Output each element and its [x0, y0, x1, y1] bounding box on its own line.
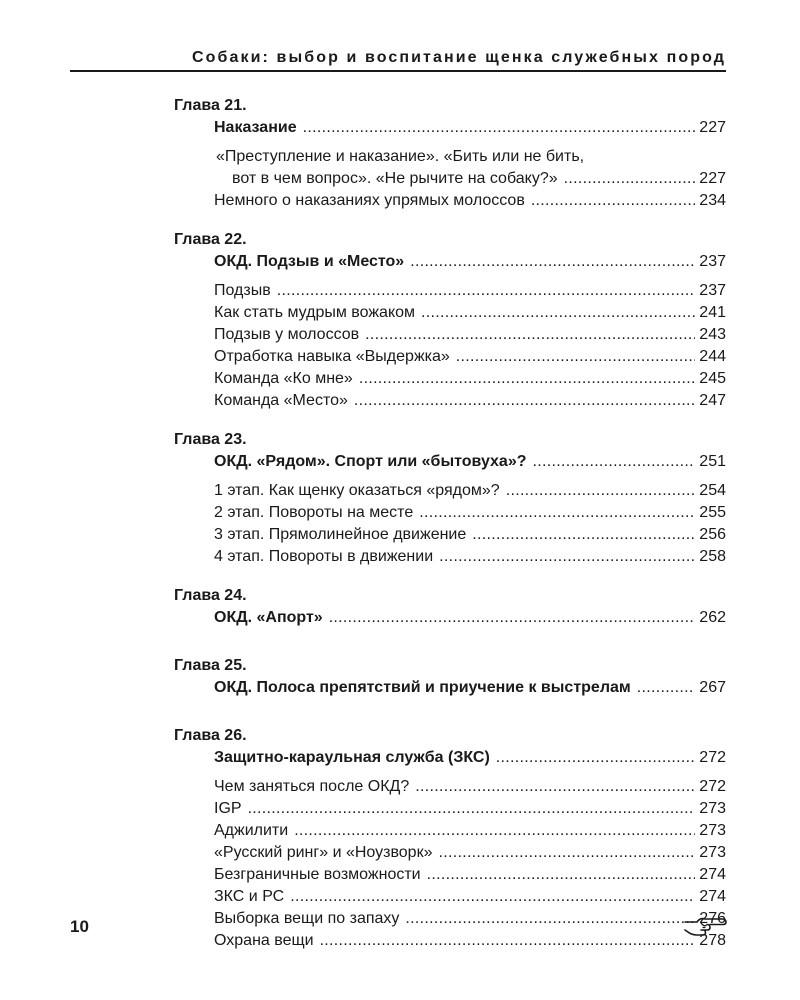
chapter-23: [174, 429, 726, 568]
toc-entry[interactable]: [214, 820, 726, 842]
entry-text: Безграничные возможности: [214, 866, 421, 883]
page-ref: 237: [699, 282, 726, 299]
entry-text: 4 этап. Повороты в движении: [214, 548, 434, 565]
leader-dots: [439, 546, 695, 568]
leader-dots: [415, 776, 695, 798]
toc-entry[interactable]: [214, 908, 726, 930]
chapter-title-entry[interactable]: [214, 747, 726, 769]
chapter-22: [174, 229, 726, 412]
entry-text: Команда «Место»: [214, 392, 348, 409]
page-ref: 258: [699, 548, 726, 565]
leader-dots: [320, 930, 696, 952]
leader-dots: [564, 168, 696, 190]
page-ref: 255: [699, 504, 726, 521]
page-ref: 251: [699, 453, 726, 470]
page-ref: 244: [699, 348, 726, 365]
leader-dots: [472, 524, 695, 546]
leader-dots: [438, 842, 695, 864]
leader-dots: [427, 864, 696, 886]
page-ref: 254: [699, 482, 726, 499]
page-ref: 243: [699, 326, 726, 343]
toc-entry[interactable]: [214, 502, 726, 524]
entry-text: Подзыв: [214, 282, 271, 299]
leader-dots: [290, 886, 695, 908]
chapter-title: ОКД. «Апорт»: [214, 609, 323, 626]
chapter-title: Наказание: [214, 119, 297, 136]
leader-dots: [421, 302, 695, 324]
toc-entry[interactable]: [214, 146, 726, 190]
toc-entry[interactable]: [214, 798, 726, 820]
leader-dots: [456, 346, 696, 368]
chapter-title: ОКД. Подзыв и «Место»: [214, 253, 405, 270]
page-ref: 273: [699, 822, 726, 839]
toc-entry[interactable]: [214, 930, 726, 952]
entry-text: Как стать мудрым вожаком: [214, 304, 416, 321]
entry-text-line-2: вот в чем вопрос». «Не рычите на собаку?»: [232, 170, 558, 187]
leader-dots: [419, 502, 695, 524]
leader-dots: [365, 324, 695, 346]
entry-text: Чем заняться после ОКД?: [214, 778, 410, 795]
entry-text: IGP: [214, 800, 242, 817]
entry-text: Подзыв у молоссов: [214, 326, 360, 343]
chapter-label: Глава 23.: [174, 431, 247, 448]
page-ref: 227: [699, 119, 726, 136]
entry-text: Охрана вещи: [214, 932, 314, 949]
page-ref: 267: [699, 679, 726, 696]
leader-dots: [359, 368, 695, 390]
page-ref: 273: [699, 800, 726, 817]
leader-dots: [531, 190, 695, 212]
page-ref: 245: [699, 370, 726, 387]
page-ref: 247: [699, 392, 726, 409]
toc-entry[interactable]: [214, 776, 726, 798]
toc-entry[interactable]: [214, 324, 726, 346]
chapter-label: Глава 22.: [174, 231, 247, 248]
toc-entry[interactable]: [214, 546, 726, 568]
entry-text-line-1: «Преступление и наказание». «Бить или не бить,: [216, 148, 585, 165]
leader-dots: [277, 280, 696, 302]
table-of-contents: [174, 95, 726, 969]
page-ref: 237: [699, 253, 726, 270]
toc-entry[interactable]: [214, 524, 726, 546]
entry-text: «Русский ринг» и «Ноузворк»: [214, 844, 433, 861]
chapter-26: [174, 725, 726, 952]
entry-text: Отработка навыка «Выдержка»: [214, 348, 450, 365]
running-head: Собаки: выбор и воспитание щенка служебных пород: [191, 49, 726, 66]
page-ref: 278: [699, 932, 726, 949]
toc-entry[interactable]: [214, 480, 726, 502]
toc-entry[interactable]: [214, 842, 726, 864]
leader-dots: [354, 390, 695, 412]
chapter-title-entry[interactable]: [214, 677, 726, 699]
chapter-title: ОКД. «Рядом». Спорт или «бытовуха»?: [214, 453, 527, 470]
page-ref: 234: [699, 192, 726, 209]
entry-text: Команда «Ко мне»: [214, 370, 353, 387]
leader-dots: [405, 908, 695, 930]
chapter-25: [174, 655, 726, 699]
chapter-title-entry[interactable]: [214, 117, 726, 139]
pointing-hand-icon: [683, 913, 727, 937]
leader-dots: [248, 798, 696, 820]
entry-text: ЗКС и РС: [214, 888, 285, 905]
leader-dots: [506, 480, 696, 502]
leader-dots: [294, 820, 695, 842]
toc-entry[interactable]: [214, 886, 726, 908]
chapter-label: Глава 21.: [174, 97, 247, 114]
chapter-title-entry[interactable]: [214, 607, 726, 629]
toc-entry[interactable]: [214, 302, 726, 324]
header-rule: [70, 70, 726, 72]
toc-entry[interactable]: [214, 280, 726, 302]
leader-dots: [496, 747, 696, 769]
page-ref: 276: [699, 910, 726, 927]
leader-dots: [637, 677, 696, 699]
leader-dots: [533, 451, 696, 473]
page-ref: 262: [699, 609, 726, 626]
chapter-label: Глава 25.: [174, 657, 247, 674]
chapter-title-entry[interactable]: [214, 451, 726, 473]
toc-entry[interactable]: [214, 368, 726, 390]
page-ref: 274: [699, 888, 726, 905]
chapter-label: Глава 26.: [174, 727, 247, 744]
toc-entry[interactable]: [214, 190, 726, 212]
toc-entry[interactable]: [214, 346, 726, 368]
toc-entry[interactable]: [214, 390, 726, 412]
chapter-21: [174, 95, 726, 212]
chapter-title-entry[interactable]: [214, 251, 726, 273]
chapter-title: ОКД. Полоса препятствий и приучение к выстрелам: [214, 679, 631, 696]
page-ref: 256: [699, 526, 726, 543]
entry-text: Немного о наказаниях упрямых молоссов: [214, 192, 525, 209]
entry-text: Выборка вещи по запаху: [214, 910, 400, 927]
leader-dots: [303, 117, 696, 139]
entry-text: 1 этап. Как щенку оказаться «рядом»?: [214, 482, 500, 499]
entry-text: 2 этап. Повороты на месте: [214, 504, 414, 521]
page-ref: 227: [699, 170, 726, 187]
page-ref: 241: [699, 304, 726, 321]
chapter-label: Глава 24.: [174, 587, 247, 604]
page-ref: 272: [699, 778, 726, 795]
leader-dots: [410, 251, 695, 273]
leader-dots: [329, 607, 696, 629]
page-number: 10: [70, 917, 89, 936]
chapter-title: Защитно-караульная служба (ЗКС): [214, 749, 490, 766]
entry-text: Аджилити: [214, 822, 289, 839]
entry-text: 3 этап. Прямолинейное движение: [214, 526, 467, 543]
page-ref: 273: [699, 844, 726, 861]
page-ref: 274: [699, 866, 726, 883]
toc-entry[interactable]: [214, 864, 726, 886]
page-ref: 272: [699, 749, 726, 766]
chapter-24: [174, 585, 726, 629]
